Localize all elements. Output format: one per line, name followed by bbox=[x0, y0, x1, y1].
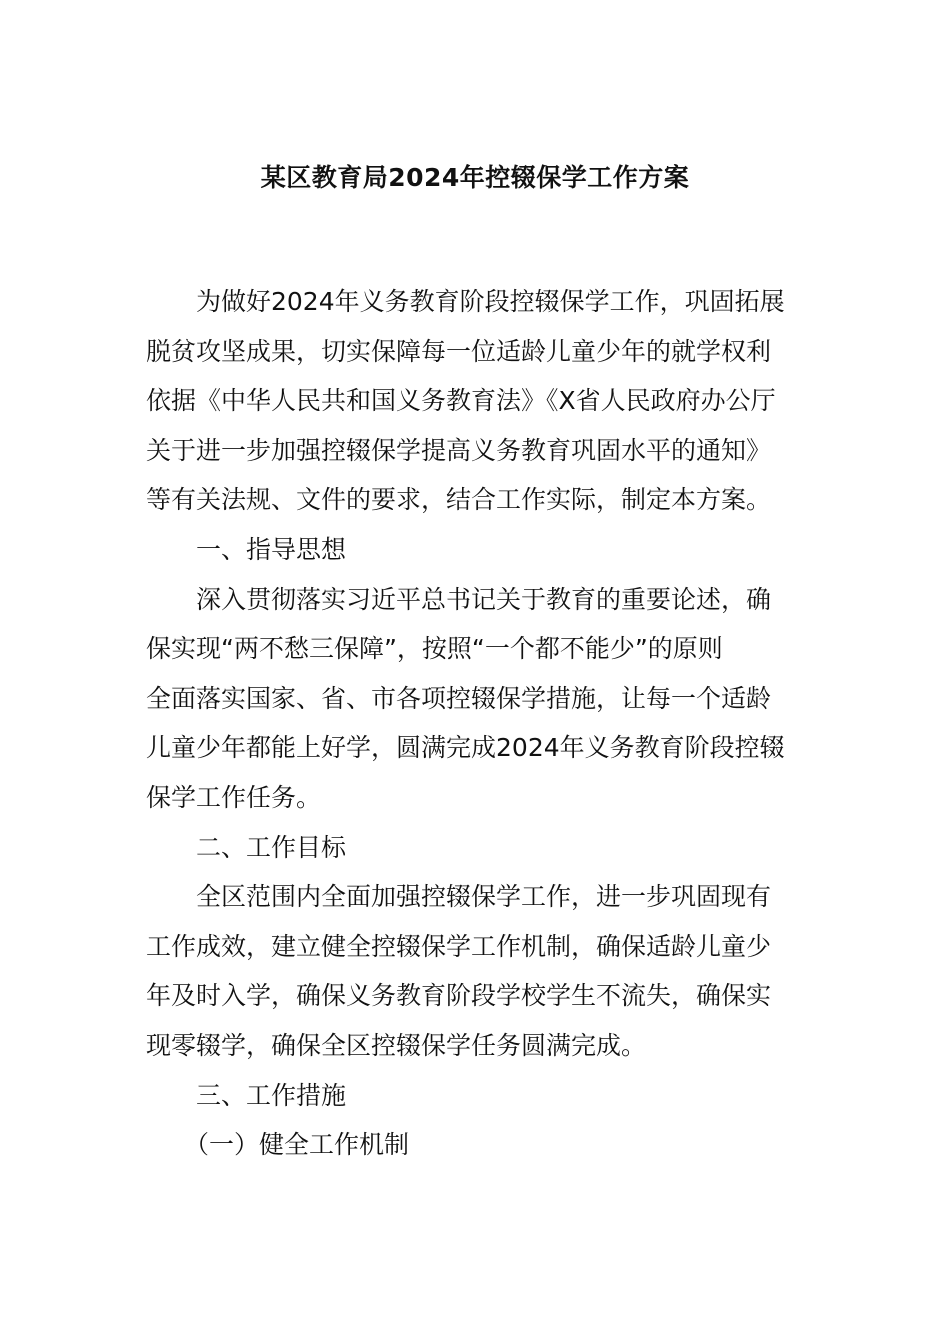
paragraph-line: 年及时入学，确保义务教育阶段学校学生不流失，确保实 bbox=[146, 981, 772, 1011]
section-heading: 三、工作措施 bbox=[196, 1080, 347, 1110]
paragraph-line: 深入贯彻落实习近平总书记关于教育的重要论述，确 bbox=[196, 584, 772, 614]
section-heading: 二、工作目标 bbox=[196, 832, 347, 862]
subsection-heading: （一）健全工作机制 bbox=[184, 1130, 410, 1160]
paragraph-line: 全区范围内全面加强控辍保学工作，进一步巩固现有 bbox=[196, 882, 772, 912]
paragraph-line: 保实现“两不愁三保障”，按照“一个都不能少”的原则 bbox=[146, 634, 723, 664]
paragraph-line: 关于进一步加强控辍保学提高义务教育巩固水平的通知》 bbox=[146, 435, 772, 465]
paragraph-line: 为做好2024年义务教育阶段控辍保学工作，巩固拓展 bbox=[196, 287, 785, 316]
paragraph-line: 等有关法规、文件的要求，结合工作实际，制定本方案。 bbox=[146, 485, 772, 515]
section-heading: 一、指导思想 bbox=[196, 534, 347, 564]
paragraph-line: 脱贫攻坚成果，切实保障每一位适龄儿童少年的就学权利 bbox=[146, 336, 772, 366]
paragraph-line: 儿童少年都能上好学，圆满完成2024年义务教育阶段控辍 bbox=[146, 733, 785, 763]
document-body bbox=[146, 277, 810, 1170]
paragraph-line: 现零辍学，确保全区控辍保学任务圆满完成。 bbox=[146, 1030, 647, 1060]
paragraph-line: 全面落实国家、省、市各项控辍保学措施，让每一个适龄 bbox=[146, 683, 772, 713]
paragraph-line: 依据《中华人民共和国义务教育法》《X省人民政府办公厅 bbox=[146, 386, 776, 416]
paragraph-line: 保学工作任务。 bbox=[146, 782, 322, 812]
document-title: 某区教育局2024年控辍保学工作方案 bbox=[260, 163, 690, 192]
paragraph-line: 工作成效，建立健全控辍保学工作机制，确保适龄儿童少 bbox=[146, 931, 772, 961]
